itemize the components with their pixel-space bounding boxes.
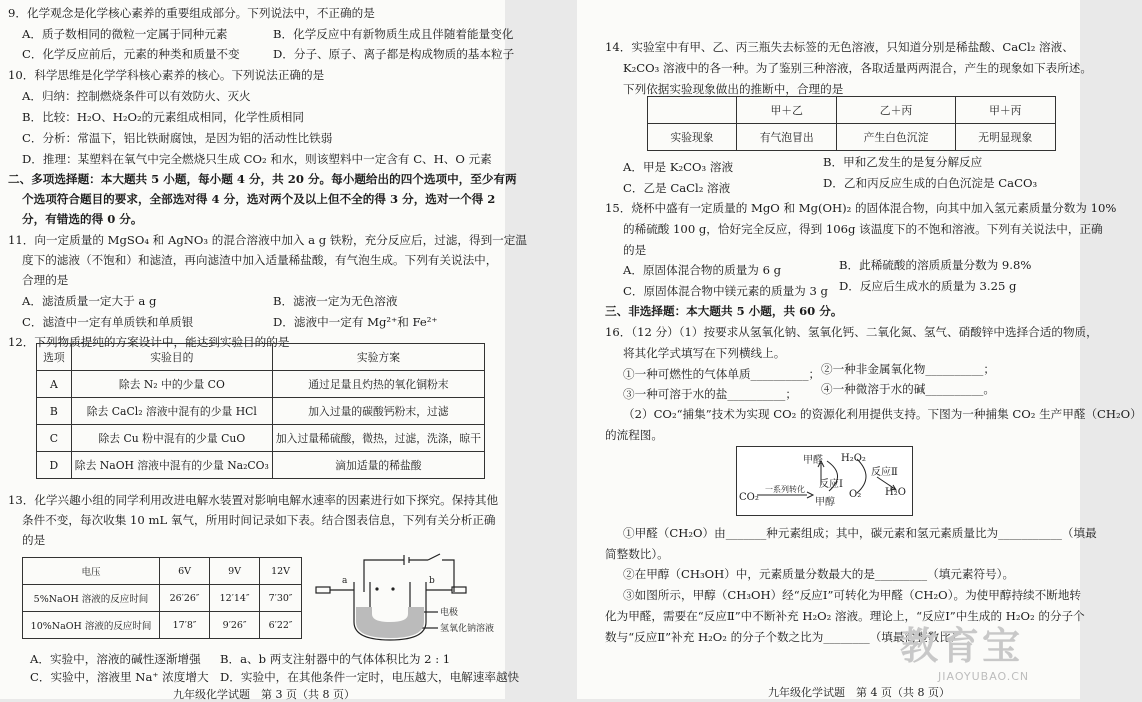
label-electrode: 电极 — [440, 608, 459, 618]
table-cell: 5%NaOH 溶液的反应时间 — [23, 585, 160, 612]
label-b: b — [429, 576, 435, 586]
q10-option-b: B．比较：H₂O、H₂O₂的元素组成相同，化学性质相同 — [22, 110, 304, 124]
q10-option-a: A．归纳：控制燃烧条件可以有效防火、灭火 — [22, 89, 251, 103]
label-a: a — [342, 576, 348, 586]
section-3-heading: 三、非选择题：本大题共 5 小题，共 60 分。 — [605, 304, 843, 318]
table-cell: 26′26″ — [160, 585, 210, 612]
q14-option-a: A．甲是 K₂CO₃ 溶液 — [623, 160, 734, 174]
question-13-stem: 13．化学兴趣小组的同学利用改进电解水装置对影响电解水速率的因素进行如下探究。保持其他 — [8, 493, 499, 507]
table-header-cell — [648, 97, 737, 124]
question-16-stem-line2: 将其化学式填写在下列横线上。 — [623, 346, 786, 360]
question-14-stem-line3: 下列依据实验现象做出的推断中，合理的是 — [623, 82, 844, 96]
electrolysis-apparatus-diagram — [312, 552, 502, 644]
q13-option-c: C．实验中，溶液里 Na⁺ 浓度增大 — [30, 670, 209, 684]
flow-label-methanol: 甲醇 — [815, 497, 835, 508]
flow-label-h2o2: H₂O₂ — [841, 453, 866, 464]
table-cell: 10%NaOH 溶液的反应时间 — [23, 612, 160, 639]
question-15-stem-line3: 的是 — [623, 243, 647, 257]
question-14-stem: 14．实验室中有甲、乙、丙三瓶失去标签的无色溶液，只知道分别是稀盐酸、CaCl₂ 溶液、 — [605, 40, 1074, 54]
site-watermark — [900, 615, 1075, 695]
table-cell: A — [37, 371, 72, 398]
electrolysis-apparatus-svg — [312, 552, 502, 644]
q11-option-b: B．滤液一定为无色溶液 — [273, 294, 398, 308]
table-header-cell: 电压 — [23, 558, 160, 585]
table-cell: 滴加适量的稀盐酸 — [272, 452, 484, 479]
q16-part-2: （2）CO₂“捕集”技术为实现 CO₂ 的资源化利用提供支持。下图为一种捕集 CO₂ 生产甲醛（CH₂O） — [623, 407, 1142, 421]
table-cell: 加入过量稀硫酸，微热，过滤，洗涤，晾干 — [272, 425, 484, 452]
q16-sub-2: ②在甲醇（CH₃OH）中，元素质量分数最大的是_________（填元素符号）。 — [623, 567, 1015, 581]
table-cell: 产生白色沉淀 — [837, 124, 955, 151]
question-11-stem-line2: 度下的滤液（不饱和）和滤渣，再向滤渣中加入适量稀盐酸，有气泡生成。下列有关说法中， — [22, 253, 498, 267]
flow-label-methanal: 甲醛 — [803, 455, 823, 466]
table-cell: C — [37, 425, 72, 452]
q16-sub-3-line3: 数与“反应Ⅱ”补充 H₂O₂ 的分子个数之比为________（填最简整数比） — [605, 630, 963, 644]
table-header-cell: 选项 — [37, 344, 72, 371]
q13-option-a: A．实验中，溶液的碱性逐渐增强 — [30, 652, 201, 666]
q11-option-a: A．滤渣质量一定大于 a g — [22, 294, 157, 308]
q9-option-d: D．分子、原子、离子都是构成物质的基本粒子 — [273, 47, 515, 61]
section-2-heading-line2: 个选项符合题目的要求，全部选对得 4 分，选对两个及以上但不全的得 3 分，选对一个得 2 — [22, 192, 496, 206]
question-13-stem-line2: 条件不变，每次收集 10 mL 氧气，所用时间记录如下表。结合图表信息，下列有关分析正确 — [22, 513, 496, 527]
table-cell: 除去 NaOH 溶液中混有的少量 Na₂CO₃ — [71, 452, 272, 479]
table-header-cell: 6V — [160, 558, 210, 585]
flow-label-reaction-1: 反应Ⅰ — [819, 479, 843, 490]
table-cell: 6′22″ — [260, 612, 302, 639]
table-header-cell: 甲＋乙 — [737, 97, 837, 124]
question-15-stem: 15．烧杯中盛有一定质量的 MgO 和 Mg(OH)₂ 的固体混合物，向其中加入氢元素质量分数为 10% — [605, 201, 1117, 215]
table-cell: 除去 Cu 粉中混有的少量 CuO — [71, 425, 272, 452]
table-header-row — [23, 558, 302, 585]
table-header-cell: 实验目的 — [71, 344, 272, 371]
question-15-stem-line2: 的稀硫酸 100 g，恰好完全反应，得到 106g 该温度下的不饱和溶液。下列有关说法中，正确 — [623, 222, 1103, 236]
table-row — [23, 585, 302, 612]
exam-page-4 — [577, 0, 1142, 699]
question-12-stem: 12．下列物质提纯的方案设计中，能达到实验目的的是 — [8, 335, 290, 349]
q15-option-d: D．反应后生成水的质量为 3.25 g — [839, 279, 1017, 293]
question-16-stem: 16．（12 分）（1）按要求从氢氧化钠、氢氧化钙、二氧化氮、氢气、硝酸锌中选择合适的物质， — [605, 325, 1098, 339]
q15-option-b: B．此稀硫酸的溶质质量分数为 9.8% — [839, 258, 1032, 272]
flow-label-o2: O₂ — [849, 489, 862, 500]
table-row — [37, 398, 485, 425]
q16-blank-2: ②一种非金属氧化物__________； — [821, 362, 995, 376]
table-row — [37, 425, 485, 452]
table-cell: 7′30″ — [260, 585, 302, 612]
watermark-url: JIAOYUBAO.CN — [938, 670, 1030, 683]
table-cell: B — [37, 398, 72, 425]
q16-blank-3: ③一种可溶于水的盐__________； — [623, 387, 797, 401]
q14-option-b: B．甲和乙发生的是复分解反应 — [823, 155, 983, 169]
q16-part-2-line2: 的流程图。 — [605, 428, 663, 442]
question-11-stem: 11．向一定质量的 MgSO₄ 和 AgNO₃ 的混合溶液中加入 a g 铁粉，充分反应后，过滤，得到一定温 — [8, 233, 527, 247]
q13-option-d: D．实验中，在其他条件一定时，电压越大，电解速率越快 — [220, 670, 520, 684]
flow-label-h2o: H₂O — [885, 487, 906, 498]
q9-option-a: A．质子数相同的微粒一定属于同种元素 — [22, 27, 228, 41]
table-header-cell: 9V — [210, 558, 260, 585]
q16-sub-1: ①甲醛（CH₂O）由_______种元素组成；其中，碳元素和氢元素质量比为___________（填最 — [623, 526, 1097, 540]
table-row — [648, 124, 1056, 151]
table-header-row — [648, 97, 1056, 124]
section-2-heading-line3: 分，有错选的得 0 分。 — [22, 212, 143, 226]
q16-blank-4: ④一种微溶于水的碱__________。 — [821, 382, 995, 396]
table-cell: 9′26″ — [210, 612, 260, 639]
q11-option-c: C．滤渣中一定有单质铁和单质银 — [22, 315, 194, 329]
table-row — [37, 371, 485, 398]
table-row — [23, 612, 302, 639]
flow-label-reaction-2: 反应Ⅱ — [871, 467, 898, 478]
table-cell: 17′8″ — [160, 612, 210, 639]
table-header-cell: 甲＋丙 — [955, 97, 1055, 124]
table-row — [37, 452, 485, 479]
q10-option-d: D．推理：某塑料在氧气中完全燃烧只生成 CO₂ 和水，则该塑料中一定含有 C、H、O 元素 — [22, 152, 492, 166]
table-header-row — [37, 344, 485, 371]
table-cell: 除去 CaCl₂ 溶液中混有的少量 HCl — [71, 398, 272, 425]
flow-label-conversion: 一系列转化 — [765, 485, 805, 494]
section-2-heading: 二、多项选择题：本大题共 5 小题，每小题 4 分，共 20 分。每小题给出的四个选项中，至少有两 — [8, 172, 517, 186]
table-cell: 通过足量且灼热的氧化铜粉末 — [272, 371, 484, 398]
q15-option-a: A．原固体混合物的质量为 6 g — [623, 263, 782, 277]
table-cell: 无明显现象 — [955, 124, 1055, 151]
table-header-cell: 实验方案 — [272, 344, 484, 371]
question-12-table — [36, 343, 485, 479]
question-10-stem: 10．科学思维是化学学科核心素养的核心。下列说法正确的是 — [8, 68, 325, 82]
exam-page-3 — [0, 0, 527, 701]
table-cell: 加入过量的碳酸钙粉末，过滤 — [272, 398, 484, 425]
q16-sub-3: ③如图所示，甲醇（CH₃OH）经“反应Ⅰ”可转化为甲醛（CH₂O）。为使甲醇持续不断地转 — [623, 588, 1082, 602]
flow-label-co2: CO₂ — [739, 492, 759, 503]
page-footer: 九年级化学试题 第 4 页（共 8 页） — [768, 686, 950, 699]
question-13-stem-line3: 的是 — [22, 533, 46, 547]
question-14-table — [647, 96, 1056, 151]
co2-capture-flowchart — [736, 446, 913, 516]
table-cell: 有气泡冒出 — [737, 124, 837, 151]
table-header-cell: 12V — [260, 558, 302, 585]
question-13-table — [22, 557, 302, 639]
q14-option-c: C．乙是 CaCl₂ 溶液 — [623, 181, 731, 195]
q9-option-c: C．化学反应前后，元素的种类和质量不变 — [22, 47, 240, 61]
question-14-stem-line2: K₂CO₃ 溶液中的各一种。为了鉴别三种溶液，各取适量两两混合，产生的现象如下表所述。 — [623, 61, 1092, 75]
table-cell: D — [37, 452, 72, 479]
label-solution: 氢氧化钠溶液 — [440, 624, 495, 634]
q15-option-c: C．原固体混合物中镁元素的质量为 3 g — [623, 284, 828, 298]
question-9-stem: 9．化学观念是化学核心素养的重要组成部分。下列说法中，不正确的是 — [8, 6, 375, 20]
table-cell: 实验现象 — [648, 124, 737, 151]
question-11-stem-line3: 合理的是 — [22, 273, 69, 287]
watermark-logo: 教育宝 — [900, 624, 1024, 668]
q13-option-b: B．a、b 两支注射器中的气体体积比为 2 : 1 — [220, 652, 451, 666]
q14-option-d: D．乙和丙反应生成的白色沉淀是 CaCO₃ — [823, 176, 1038, 190]
q11-option-d: D．滤液中一定有 Mg²⁺和 Fe²⁺ — [273, 315, 438, 329]
q16-blank-1: ①一种可燃性的气体单质__________； — [623, 367, 821, 381]
table-cell: 12′14″ — [210, 585, 260, 612]
q9-option-b: B．化学反应中有新物质生成且伴随着能量变化 — [273, 27, 514, 41]
table-header-cell: 乙＋丙 — [837, 97, 955, 124]
q16-sub-1-line2: 简整数比）。 — [605, 547, 669, 561]
q16-sub-3-line2: 化为甲醛，需要在“反应Ⅱ”中不断补充 H₂O₂ 溶液。理论上，“反应Ⅰ”中生成的 H₂O₂ 的分子个 — [605, 609, 1085, 623]
page-footer: 九年级化学试题 第 3 页（共 8 页） — [173, 688, 355, 701]
table-cell: 除去 N₂ 中的少量 CO — [71, 371, 272, 398]
q10-option-c: C．分析：常温下，铝比铁耐腐蚀，是因为铝的活动性比铁弱 — [22, 131, 333, 145]
